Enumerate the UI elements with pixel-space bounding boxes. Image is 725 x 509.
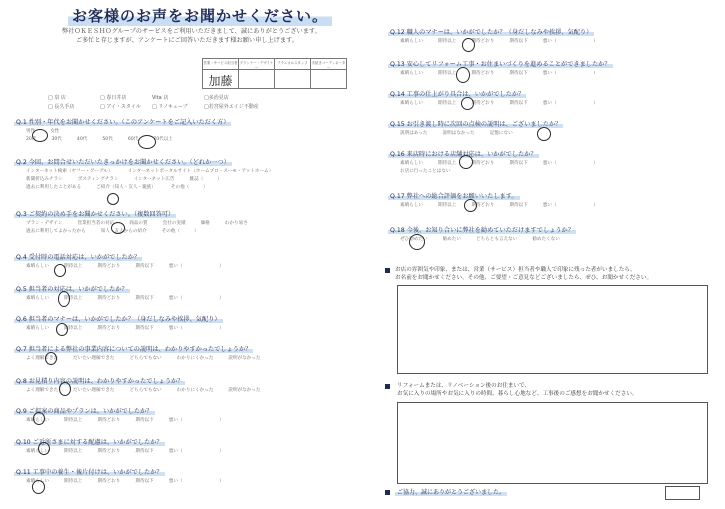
answer-option[interactable]: 期待以下 [135,264,154,269]
staff-role-label: プランナー・デザイナー [239,61,274,70]
answer-options [400,38,613,44]
answer-option[interactable]: 20代 [26,137,37,142]
answer-option[interactable]: 期待どおり [471,39,495,44]
answer-option[interactable]: 説明がなかった [228,388,261,393]
answer-option[interactable]: 過去に利用したことがある [26,185,82,190]
selected-answer-circle [462,38,475,52]
question-label: Q.11 工事中の養生・後片付けは、いかがでしたか？ [16,469,163,476]
bullet-icon [385,268,390,273]
answer-option[interactable]: 期待以下 [135,479,154,484]
bullet-icon [385,490,390,495]
selected-answer-circle [56,323,68,336]
answer-option[interactable]: 素晴らしい [400,101,423,106]
answer-option[interactable]: だいたい理解できた [73,388,115,393]
answer-option[interactable]: 40代 [76,137,88,142]
question-label: Q.16 来店時における店舗対応は、いかがでしたか？ [390,151,537,158]
answer-option[interactable]: 悪い（ ） [542,203,598,208]
answer-option[interactable]: よく理解できた [26,388,59,393]
answer-option[interactable]: 期待どおり [471,71,495,76]
answer-option[interactable]: 期待以下 [135,418,154,423]
answer-option[interactable]: 勧めたくない [532,237,560,242]
answer-option[interactable]: 期待以下 [509,203,528,208]
answer-option[interactable]: 期待どおり [471,101,495,106]
question-label: Q.6 担当者のマナーは、いかがでしたか？（身だしなみや挨拶、気配り） [16,316,221,323]
store-checkbox[interactable]: □ 春日井店 [100,95,127,101]
staff-role-label: 手続きコーディネーター [311,61,346,70]
answer-option[interactable]: 悪い（ ） [542,39,598,44]
selected-answer-circle [59,382,71,396]
question-label: Q.4 受付時の電話対応は、いかがでしたか？ [16,254,141,261]
question-label: Q.8 お見積り内容の説明は、わかりやすかったでしょうか？ [16,378,184,385]
staff-table [202,58,347,89]
answer-options [26,417,239,423]
answer-option[interactable]: 記憶にない [489,131,513,136]
answer-options [26,355,276,361]
answer-option[interactable]: 30代 [51,137,62,142]
answer-option[interactable]: 女性 [50,129,60,134]
answer-options [400,236,575,242]
selected-answer-circle [138,135,156,149]
selected-answer-circle [32,480,45,494]
question-label: Q.1 性別・年代をお聞かせください。（このアンケートをご記入いただく方） [16,119,230,126]
staff-cell [203,59,239,88]
answer-option[interactable]: 期待以下 [509,71,528,76]
staff-cell [275,59,311,88]
answer-option[interactable]: 悪い（ ） [168,326,224,331]
answer-option[interactable]: 会社の実績 [162,221,186,226]
answer-options [400,202,613,208]
answer-option[interactable]: だいたい理解できた [73,356,115,361]
answer-option[interactable]: 素晴らしい [400,203,423,208]
staff-cell [239,59,275,88]
answer-option[interactable]: 期待以上 [63,264,83,269]
answer-option[interactable]: 素晴らしい [26,418,49,423]
answer-option[interactable]: 期待以上 [63,296,83,301]
answer-option[interactable]: 期待以上 [63,326,83,331]
selected-answer-circle [45,352,57,365]
bullet-icon [385,384,390,389]
answer-option[interactable]: 期待以上 [437,161,457,166]
answer-option[interactable]: 説明はなかった [442,131,475,136]
question-label: Q.12 職人のマナーは、いかがでしたか？（身だしなみや挨拶、気配り） [390,29,593,36]
answer-options [26,136,188,142]
answer-option[interactable]: 期待以下 [509,161,528,166]
answer-option[interactable]: 知人・友人からの紹介 [100,229,147,234]
answer-option[interactable]: その他（ ） [161,229,199,234]
answer-option[interactable]: 期待以上 [63,418,83,423]
answer-option[interactable]: どちらでもない [129,356,162,361]
answer-option[interactable]: ポスティングチラシ [77,177,119,182]
answer-option[interactable]: 期待以下 [135,296,154,301]
answer-option[interactable]: 期待どおり [97,418,121,423]
question-label: Q.10 ご近所さまに対する配慮は、いかがでしたか？ [16,439,163,446]
answer-option[interactable]: 素晴らしい [400,39,423,44]
answer-options [26,478,239,484]
free-comment-line: お名前をお聞かせください。その他、ご要望・ご意見などございましたら、ぜひ、お聞かせください。 [395,275,653,281]
question-label: Q.15 お引き渡し時に次回の点検の説明は、ございましたか？ [390,121,562,128]
answer-option[interactable]: 悪い（ ） [168,449,224,454]
answer-option[interactable]: その他（ ） [170,185,208,190]
answer-option[interactable]: 期待どおり [471,203,495,208]
answer-option[interactable]: 期待以上 [63,449,83,454]
answer-option[interactable]: 悪い（ ） [542,71,598,76]
selected-answer-circle [111,222,125,234]
selected-answer-circle [54,264,66,277]
answer-option[interactable]: 期待どおり [97,296,121,301]
answer-option[interactable]: 過去に利用してよかったから [26,229,86,234]
question-label: Q.17 弊社への総合評価をお願いいたします。 [390,193,518,200]
staff-role-label: テクニカルスタッフ [275,59,310,70]
answer-options [400,70,613,76]
answer-option[interactable]: わかりにくかった [176,388,214,393]
answer-option[interactable]: 素晴らしい [26,296,49,301]
answer-option[interactable]: 期待以下 [509,39,528,44]
answer-option[interactable]: 期待以下 [135,449,154,454]
intro-line: ご多忙と存じますが、アンケートにご回答いただきます様お願い申し上げます。 [76,37,298,44]
answer-option[interactable]: インターネット検索（ヤフー・グーグル） [26,169,113,174]
answer-option[interactable]: 期待以上 [63,479,83,484]
store-checkbox[interactable]: □若宮屋外エイジ不動産 [204,104,259,110]
answer-option[interactable]: 商品の質 [129,221,148,226]
answer-options [400,130,528,136]
impression-line: リフォームまたは、リノベーション後のお住まいで、 [397,383,531,389]
selected-answer-circle [32,129,48,142]
store-checkbox[interactable]: Vita 店 [152,95,169,101]
store-row [48,103,288,110]
store-checkbox[interactable]: □多治見店 [204,95,229,101]
selected-answer-circle [464,199,477,212]
answer-option[interactable]: ご紹介（知人・友人・親族） [96,185,156,190]
answer-option[interactable]: 素晴らしい [400,161,423,166]
answer-option[interactable]: プラン・デザイン [26,221,63,226]
impression-line: お気に入りの場所やお気に入りの時間、暮らし心地など、工事後のご感想をお聞かせください。 [397,391,638,397]
free-comment-box[interactable] [397,285,708,374]
selected-answer-circle [58,291,70,307]
impression-prompt [397,382,697,398]
answer-option[interactable]: 期待以上 [437,39,457,44]
signature-box[interactable] [665,486,700,500]
store-row [48,94,288,101]
answer-option[interactable]: 悪い（ ） [168,479,224,484]
answer-option[interactable]: 新聞折込みチラシ [26,177,63,182]
answer-option[interactable]: 素晴らしい [26,264,49,269]
answer-option[interactable]: 悪い（ ） [168,264,224,269]
page-title: お客様のお声をお聞かせください。 [68,5,332,26]
impression-box[interactable] [397,402,708,484]
answer-option[interactable]: 期待以下 [135,326,154,331]
selected-answer-circle [456,67,470,83]
store-checkbox[interactable]: □ 泉 店 [48,95,66,101]
answer-options [400,100,613,106]
answer-options [400,168,466,174]
answer-option[interactable]: 悪い（ ） [542,161,598,166]
answer-option[interactable]: どちらとも言えない [475,237,518,242]
answer-option[interactable]: 60代 [127,137,139,142]
store-checklist [48,94,288,112]
answer-option[interactable]: インターネット広告 [133,177,175,182]
question-label: Q.9 ご提案の商品やプランは、いかがでしたか？ [16,408,153,415]
selected-answer-circle [33,412,45,425]
staff-role-label: 営業・サービス担当者 [203,59,238,70]
staff-cell [311,59,346,88]
store-checkbox[interactable]: □ リノキューブ [152,104,188,110]
answer-option[interactable]: 素晴らしい [26,479,49,484]
store-checkbox[interactable]: □ 長久手店 [48,104,75,110]
answer-options [26,220,263,226]
answer-option[interactable]: 素晴らしい [26,449,49,454]
question-label: Q.14 工事の仕上がり具合は、いかがでしたか？ [390,91,525,98]
answer-option[interactable]: よく理解できた [26,356,59,361]
answer-option[interactable]: 素晴らしい [26,326,49,331]
free-comment-line: お店の雰囲気や印象、または、営業（サービス）担当者や職人で印象に残った者がいましたら、 [395,267,636,273]
question-label: Q.5 担当者の対応は、いかがでしたか？ [16,286,128,293]
answer-option[interactable]: 期待どおり [97,449,121,454]
intro-text [62,27,372,45]
answer-option[interactable]: 70代以上 [153,137,173,142]
answer-options [26,176,237,182]
answer-option[interactable]: お店に行ったことはない [400,169,451,174]
answer-option[interactable]: 期待以上 [437,71,457,76]
answer-option[interactable]: 素晴らしい [400,71,423,76]
answer-option[interactable]: わかり易さ [224,221,248,226]
answer-option[interactable]: 期待以上 [437,101,457,106]
question-label: Q.7 担当者による弊社の事業内容についての説明は、わかりやすかったでしょうか？ [16,346,252,353]
question-label: Q.13 安心してリフォーム工事・お住まいづくりを進めることができましたか？ [390,61,611,68]
answer-option[interactable]: 価格 [200,221,210,226]
selected-answer-circle [461,97,474,110]
answer-option[interactable]: 悪い（ ） [168,296,224,301]
answer-option[interactable]: ぜひ勧めたい [400,237,428,242]
answer-option[interactable]: 勧めたい [442,237,461,242]
answer-option[interactable]: 50代 [102,137,113,142]
question-label: Q.18 今後、お知り合いに弊社を勧めていただけますでしょうか？ [390,227,574,234]
answer-option[interactable]: どちらでもない [129,388,162,393]
answer-option[interactable]: 期待どおり [97,326,121,331]
selected-answer-circle [107,193,119,205]
answer-options [26,168,288,174]
selected-answer-circle [38,442,50,455]
answer-option[interactable]: インターネットポータルサイト（ホームプロ・スーモ・アットホーム） [127,169,274,174]
thanks-message: ご協力、誠にありがとうございました。 [397,489,506,496]
answer-option[interactable]: 説明がなかった [228,356,261,361]
answer-option[interactable]: 期待どおり [471,161,495,166]
selected-answer-circle [409,234,425,250]
answer-option[interactable]: 説明はあった [400,131,428,136]
answer-option[interactable]: わかりにくかった [176,356,214,361]
answer-option[interactable]: 期待以下 [509,101,528,106]
answer-option[interactable]: 男性 [26,129,36,134]
answer-option[interactable]: 悪い（ ） [542,101,598,106]
selected-answer-circle [459,155,473,169]
answer-option[interactable]: 営業担当者の対応 [77,221,115,226]
store-checkbox[interactable]: □ アイ・スタイル [100,104,141,110]
answer-option[interactable]: 期待どおり [97,479,121,484]
answer-option[interactable]: 期待以上 [437,203,457,208]
answer-option[interactable]: 悪い（ ） [168,418,224,423]
selected-answer-circle [537,127,551,141]
answer-option[interactable]: 期待どおり [97,264,121,269]
question-label: Q.2 今回、お問合せいただいたきっかけをお聞かせください。（どれか一つ） [16,159,230,166]
free-comment-prompt [395,266,695,282]
answer-options [26,184,223,190]
answer-option[interactable]: 雑誌（ ） [189,177,222,182]
intro-line: 弊社ＯＫＥＳＨＯグループのサービスをご利用いただきまして、誠にありがとうございます。 [62,28,321,35]
answer-options [26,448,239,454]
question-label: Q.3 ご契約の決め手をお聞かせください。（複数回答可） [16,211,175,218]
staff-name[interactable]: 加藤 [208,74,233,88]
answer-options [400,160,613,166]
